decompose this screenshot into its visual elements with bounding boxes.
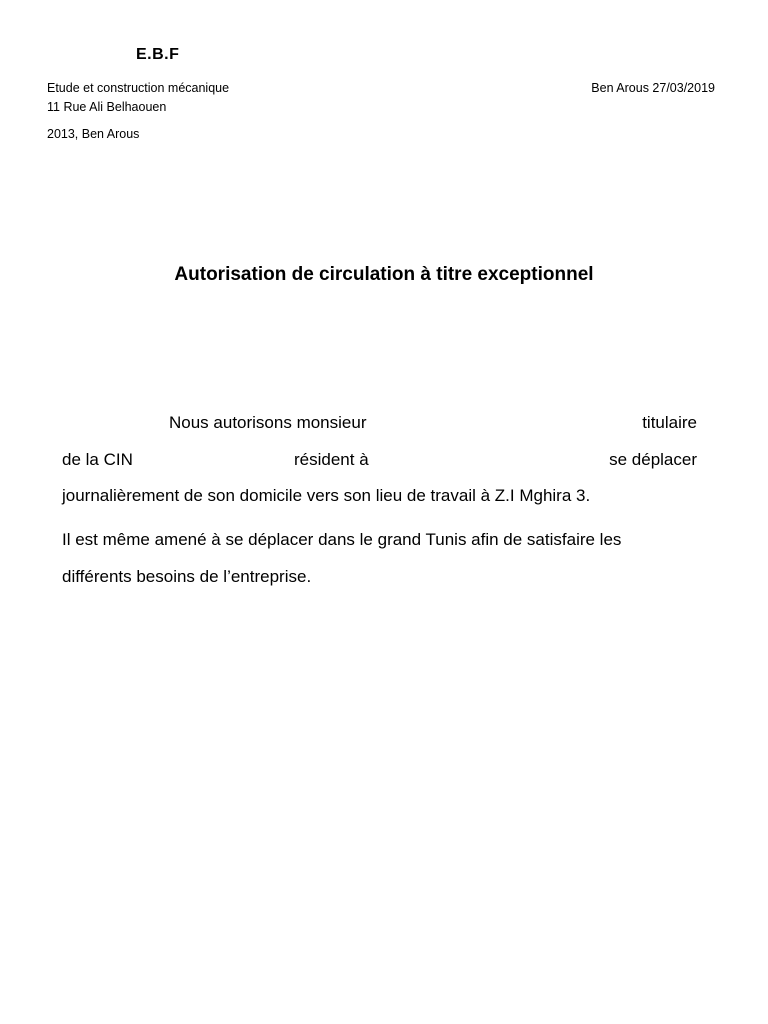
company-needs-line: différents besoins de l’entreprise. [62, 567, 312, 586]
greater-tunis-line: Il est même amené à se déplacer dans le grand Tunis afin de satisfaire les [62, 530, 622, 549]
company-activity: Etude et construction mécanique [47, 81, 230, 95]
travel-label: se déplacer [609, 450, 697, 469]
cin-label: de la CIN [62, 450, 133, 469]
authorization-start: Nous autorisons monsieur [169, 413, 367, 432]
document-title: Autorisation de circulation à titre exceptionnel [174, 264, 594, 285]
daily-travel-line: journalièrement de son domicile vers son lieu de travail à Z.I Mghira 3. [62, 486, 591, 505]
company-street: 11 Rue Ali Belhaouen [47, 100, 167, 114]
company-city: 2013, Ben Arous [47, 127, 140, 141]
company-name: E.B.F [136, 46, 180, 63]
holder-label: titulaire [642, 413, 697, 432]
resident-label: résident à [294, 450, 369, 469]
place-date: Ben Arous 27/03/2019 [591, 81, 715, 95]
